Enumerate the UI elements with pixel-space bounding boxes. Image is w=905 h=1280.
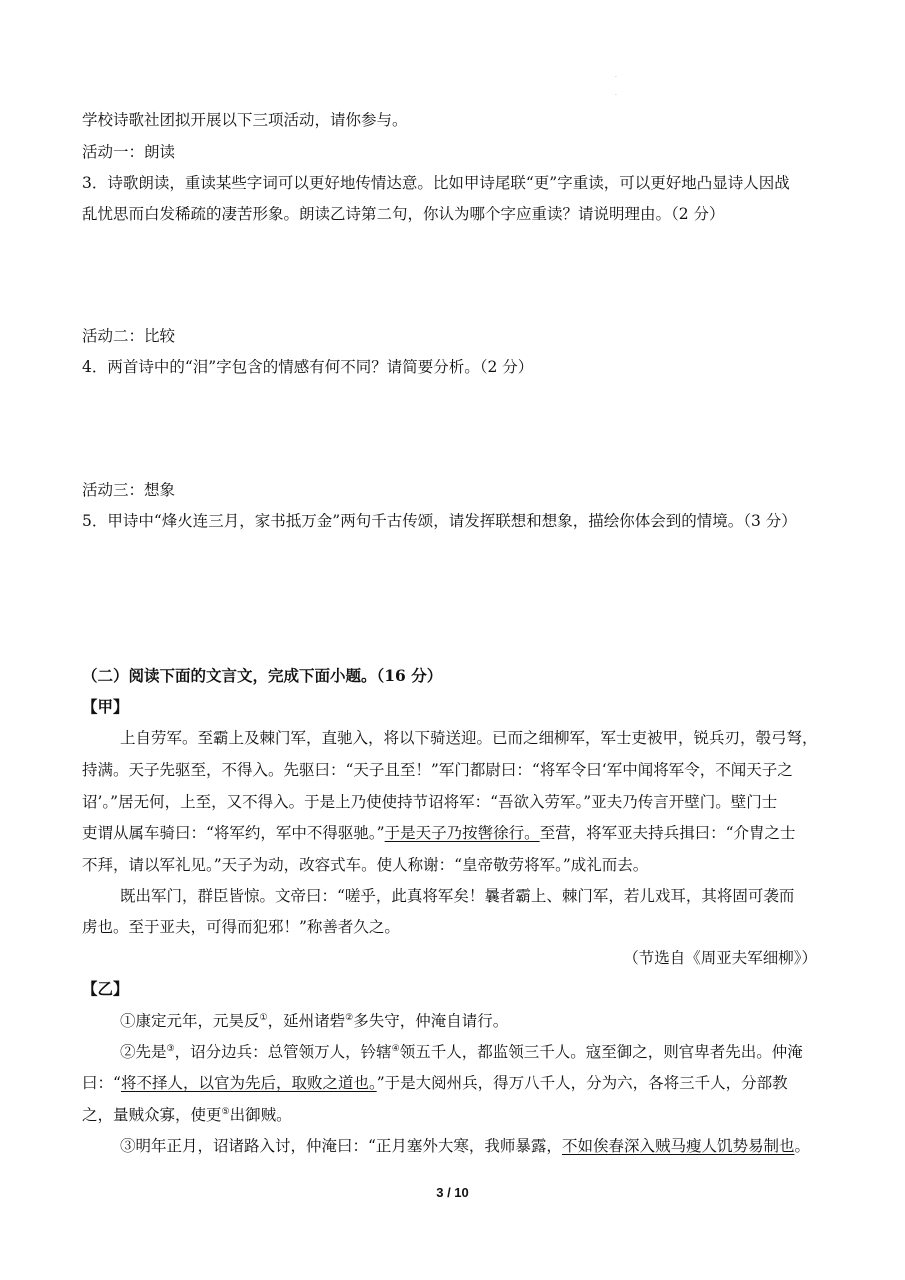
note-marker: ① [259, 1012, 268, 1023]
yi-p2-part1: ②先是 [120, 1043, 167, 1061]
jia-paragraph1-line1: 上自劳军。至霸上及棘门军，直驰入，将以下骑送迎。已而之细柳军，军士吏被甲，锐兵刃，彀弓弩， [120, 729, 818, 747]
question-4: 4．两首诗中的“泪”字包含的情感有何不同？请简要分析。（2 分） [82, 358, 534, 376]
yi-paragraph1 [120, 1011, 508, 1031]
yi-p2-line3-part1: 之，量贼众寡，使更 [82, 1106, 222, 1124]
section-2-title: （二）阅读下面的文言文，完成下面小题。（16 分） [82, 666, 443, 685]
activity1-title: 活动一：朗读 [82, 143, 176, 161]
text-yi-label: 【乙】 [82, 979, 129, 998]
yi-p1-part3: 多失守，仲淹自请行。 [353, 1012, 509, 1030]
yi-p1-part2: ，延州诸砦 [267, 1012, 346, 1030]
yi-paragraph3 [120, 1136, 810, 1156]
yi-p2-part2: ，诏分边兵：总管领万人，钤辖 [174, 1043, 392, 1061]
jia-source: （节选自《周亚夫军细柳》） [623, 949, 817, 967]
yi-p3-part1: ③明年正月，诏诸路入讨，仲淹曰：“正月塞外大寒，我师暴露， [120, 1137, 562, 1155]
question-3-line1: 3．诗歌朗读，重读某些字词可以更好地传情达意。比如甲诗尾联“更”字重读，可以更好地凸显诗人因战 [82, 174, 790, 192]
text-jia-label: 【甲】 [82, 697, 129, 716]
jia-paragraph1-line4 [82, 823, 796, 843]
yi-p2-line2-part1: 曰：“ [82, 1074, 121, 1092]
jia-paragraph1-line3: 诏’。”居无何，上至，又不得入。于是上乃使使持节诏将军：“吾欲入劳军。”亚夫乃传言开壁门。壁门士 [82, 793, 778, 811]
jia-underlined-sentence: 于是天子乃按辔徐行。 [384, 824, 540, 842]
yi-underlined-sentence-2: 不如俟春深入贼马瘦人饥势易制也 [561, 1137, 795, 1155]
yi-p2-line2-part2: ”于是大阅州兵，得万八千人，分为六，各将三千人，分部教 [376, 1074, 788, 1092]
yi-p2-line3-part2: 出御贼。 [229, 1106, 292, 1124]
note-marker: ③ [166, 1043, 175, 1054]
activity2-title: 活动二：比较 [82, 327, 176, 345]
jia-paragraph1-line2: 持满。天子先驱至，不得入。先驱曰：“天子且至！”军门都尉曰：“将军令曰‘军中闻将军令，不闻天子之 [82, 761, 793, 779]
scan-dot: · [615, 74, 617, 81]
yi-paragraph2-line1 [120, 1042, 803, 1062]
yi-p1-part1: ①康定元年，元昊反 [120, 1012, 260, 1030]
jia-line4-part1: 吏谓从属车骑曰：“将军约，军中不得驱驰。” [82, 824, 385, 842]
page-number: 3 / 10 [436, 1185, 469, 1200]
yi-underlined-sentence-1: 将不择人，以官为先后，取败之道也。 [120, 1074, 377, 1092]
yi-p3-part2: 。 [794, 1137, 810, 1155]
activity3-title: 活动三：想象 [82, 481, 176, 499]
yi-paragraph2-line2 [82, 1073, 788, 1093]
scan-dot: · [615, 92, 617, 99]
jia-paragraph1-line5: 不拜，请以军礼见。”天子为动，改容式车。使人称谢：“皇帝敬劳将军。”成礼而去。 [82, 856, 649, 874]
question-5: 5．甲诗中“烽火连三月，家书抵万金”两句千古传颂，请发挥联想和想象，描绘你体会到的情境。（3 分） [82, 512, 797, 530]
intro-text: 学校诗歌社团拟开展以下三项活动，请你参与。 [82, 111, 408, 129]
note-marker: ④ [391, 1043, 400, 1054]
jia-paragraph2-line1: 既出军门，群臣皆惊。文帝曰：“嗟乎，此真将军矣！曩者霸上、棘门军，若儿戏耳，其将固可袭而 [120, 887, 795, 905]
jia-line4-part2: 至营，将军亚夫持兵揖曰：“介胄之士 [539, 824, 796, 842]
yi-p2-part3: 领五千人，都监领三千人。寇至御之，则官卑者先出。仲淹 [399, 1043, 803, 1061]
question-3-line2: 乱忧思而白发稀疏的凄苦形象。朗读乙诗第二句，你认为哪个字应重读？请说明理由。（2 分） [82, 205, 725, 223]
note-marker: ② [345, 1012, 354, 1023]
jia-paragraph2-line2: 虏也。至于亚夫，可得而犯邪！”称善者久之。 [82, 918, 400, 936]
note-marker: ⑤ [221, 1106, 230, 1117]
yi-paragraph2-line3 [82, 1105, 292, 1125]
